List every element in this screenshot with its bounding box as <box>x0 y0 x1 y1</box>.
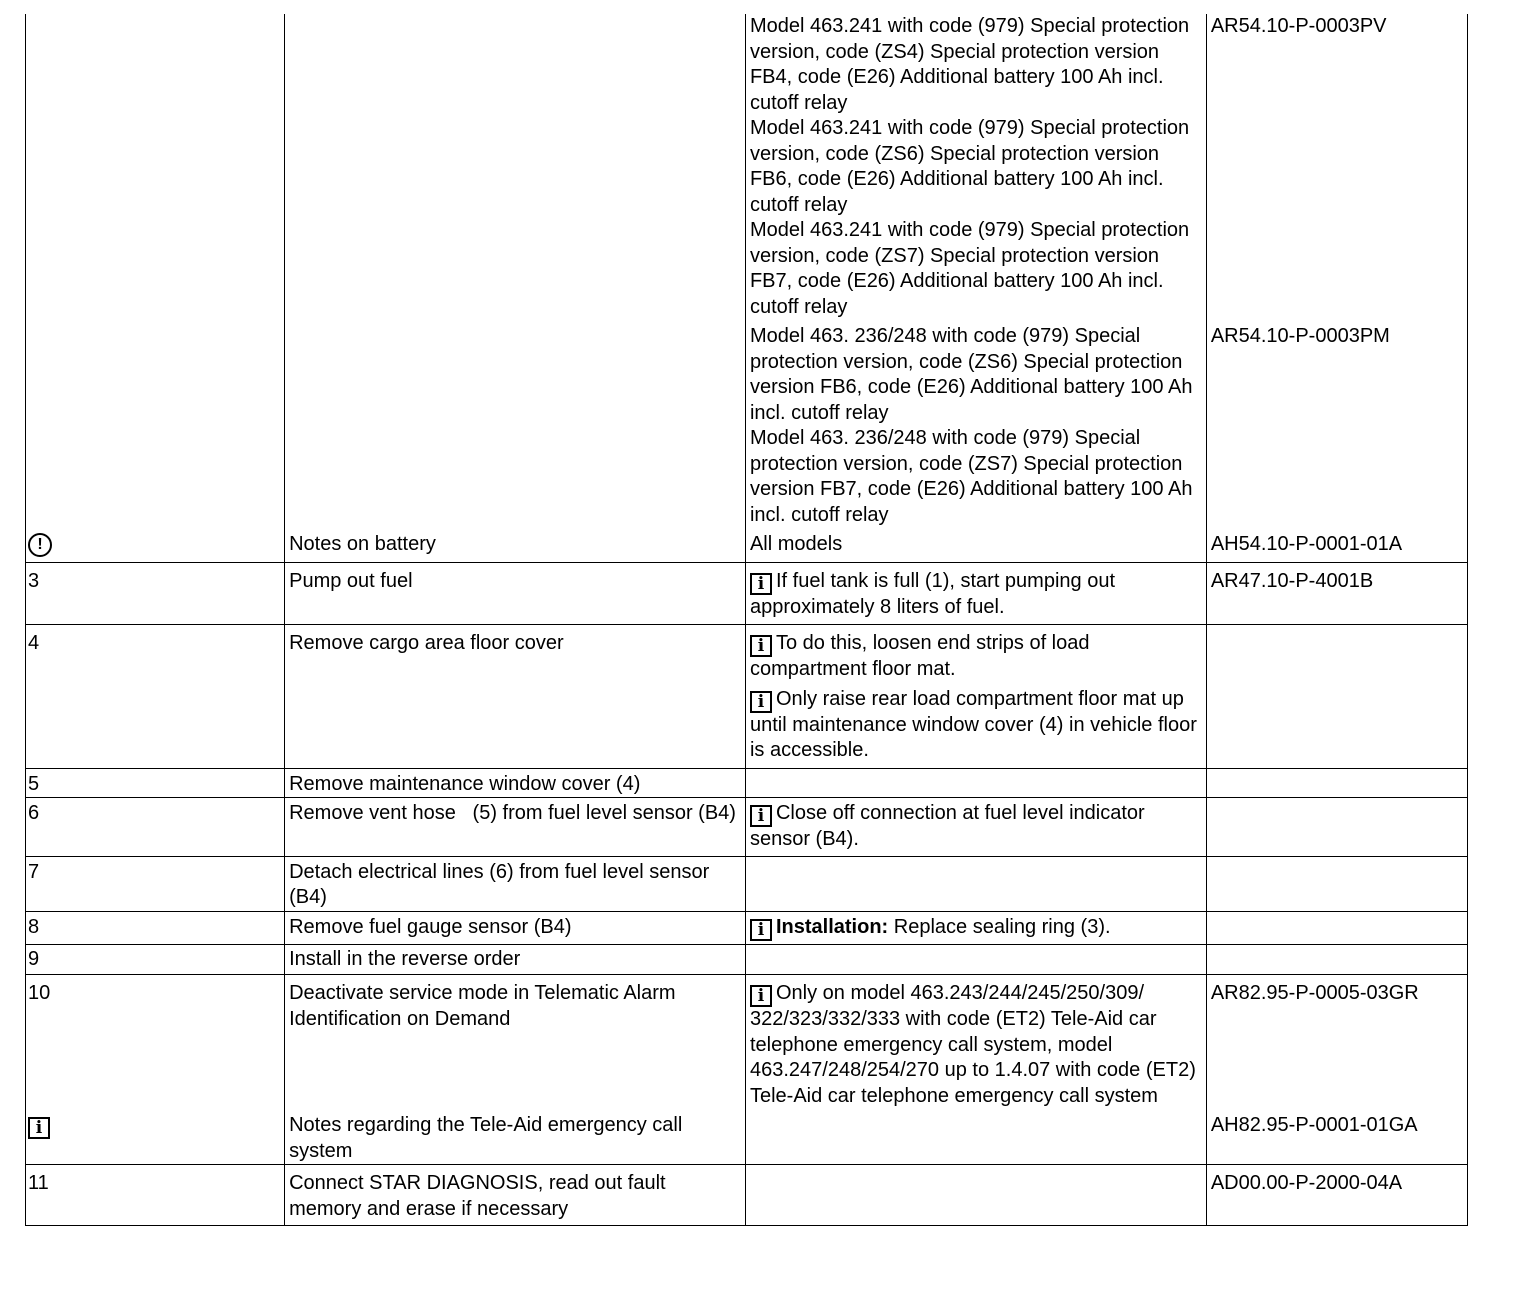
reference-cell <box>1206 320 1467 528</box>
table-row <box>26 975 1468 1110</box>
info-icon[interactable]: i <box>750 985 772 1007</box>
requirement-text: Model 463. 236/248 with code (979) Special protection version, code (ZS7) Special protection version FB7, code (E26) Additional battery 100 Ah incl. cutoff relay <box>749 427 1193 526</box>
info-icon[interactable]: i <box>750 919 772 941</box>
reference-link[interactable] <box>1206 911 1467 944</box>
reference-link[interactable]: AR47.10-P-4001B <box>1206 562 1467 625</box>
info-icon[interactable]: i <box>750 691 772 713</box>
table-row <box>26 944 1468 975</box>
note-text: To do this, loosen end strips of load compartment floor mat. <box>749 632 1090 680</box>
action-text: Connect STAR DIAGNOSIS, read out fault memory and erase if necessary <box>285 1165 746 1226</box>
table-row <box>26 528 1468 562</box>
info-icon[interactable]: i <box>28 1117 50 1139</box>
table-row <box>26 856 1468 911</box>
requirement-cell <box>745 14 1206 320</box>
reference-link[interactable] <box>1206 768 1467 798</box>
step-number: 7 <box>26 856 285 911</box>
action-text: Notes regarding the Tele-Aid emergency call system <box>285 1109 746 1165</box>
reference-link[interactable]: AR82.95-P-0005-03GR <box>1206 975 1467 1110</box>
step-number: 10 <box>26 975 285 1110</box>
procedure-table <box>25 14 1468 1226</box>
info-icon[interactable]: i <box>750 573 772 595</box>
action-text: Pump out fuel <box>285 562 746 625</box>
step-number: 3 <box>26 562 285 625</box>
table-row <box>26 14 1468 320</box>
installation-label: Installation: <box>775 915 889 938</box>
requirement-text: All models <box>745 528 1206 562</box>
action-text: Remove fuel gauge sensor (B4) <box>285 911 746 944</box>
table-row <box>26 798 1468 857</box>
reference-link[interactable]: AR54.10-P-0003PM <box>1210 325 1390 347</box>
requirement-text: Model 463.241 with code (979) Special protection version, code (ZS7) Special protection version FB7, code (E26) Additional battery 100 Ah incl. cutoff relay <box>749 219 1190 318</box>
table-row <box>26 320 1468 528</box>
reference-link[interactable] <box>1206 856 1467 911</box>
step-number: 6 <box>26 798 285 857</box>
reference-link[interactable] <box>1206 944 1467 975</box>
reference-link[interactable]: AR54.10-P-0003PV <box>1210 15 1387 37</box>
step-number: 4 <box>26 625 285 769</box>
note-text: Only raise rear load compartment floor mat up until maintenance window cover (4) in vehicle floor is accessible. <box>749 687 1197 761</box>
table-row <box>26 1109 1468 1165</box>
action-text: Notes on battery <box>285 528 746 562</box>
table-row <box>26 625 1468 769</box>
table-row <box>26 1165 1468 1226</box>
info-icon[interactable]: i <box>750 805 772 827</box>
requirement-cell <box>745 320 1206 528</box>
note-text: Only on model 463.243/244/245/250/309/ 322/323/332/333 with code (ET2) Tele-Aid car telephone emergency call system, model 463.247/248/254/270 up to 1.4.07 with code (ET2) Tele-Aid car telephone emergency call system <box>749 982 1196 1107</box>
reference-link[interactable]: AD00.00-P-2000-04A <box>1206 1165 1467 1226</box>
reference-link[interactable] <box>1206 798 1467 857</box>
step-number: 8 <box>26 911 285 944</box>
action-text: Detach electrical lines (6) from fuel level sensor (B4) <box>285 856 746 911</box>
action-text: Remove maintenance window cover (4) <box>285 768 746 798</box>
note-text: Close off connection at fuel level indicator sensor (B4). <box>749 802 1145 850</box>
action-text: Remove cargo area floor cover <box>285 625 746 769</box>
warning-circle-icon[interactable]: ! <box>28 533 52 557</box>
note-text: Replace sealing ring (3). <box>888 915 1111 938</box>
step-number: 5 <box>26 768 285 798</box>
note-text: If fuel tank is full (1), start pumping out approximately 8 liters of fuel. <box>749 569 1116 618</box>
step-number: 9 <box>26 944 285 975</box>
reference-link[interactable]: AH82.95-P-0001-01GA <box>1206 1109 1467 1165</box>
table-row <box>26 911 1468 944</box>
requirement-text: Model 463.241 with code (979) Special protection version, code (ZS6) Special protection version FB6, code (E26) Additional battery 100 Ah incl. cutoff relay <box>749 117 1190 216</box>
requirement-text: Model 463.241 with code (979) Special protection version, code (ZS4) Special protection version FB4, code (E26) Additional battery 100 Ah incl. cutoff relay <box>749 15 1190 114</box>
step-number: 11 <box>26 1165 285 1226</box>
requirement-text: Model 463. 236/248 with code (979) Special protection version, code (ZS6) Special protection version FB6, code (E26) Additional battery 100 Ah incl. cutoff relay <box>749 325 1193 424</box>
action-text: Remove vent hose (5) from fuel level sensor (B4) <box>285 798 746 857</box>
table-row <box>26 768 1468 798</box>
action-text: Install in the reverse order <box>285 944 746 975</box>
reference-link[interactable] <box>1206 625 1467 769</box>
info-icon[interactable]: i <box>750 635 772 657</box>
action-text: Deactivate service mode in Telematic Alarm Identification on Demand <box>285 975 746 1110</box>
reference-cell <box>1206 14 1467 320</box>
table-row <box>26 562 1468 625</box>
reference-link[interactable]: AH54.10-P-0001-01A <box>1206 528 1467 562</box>
